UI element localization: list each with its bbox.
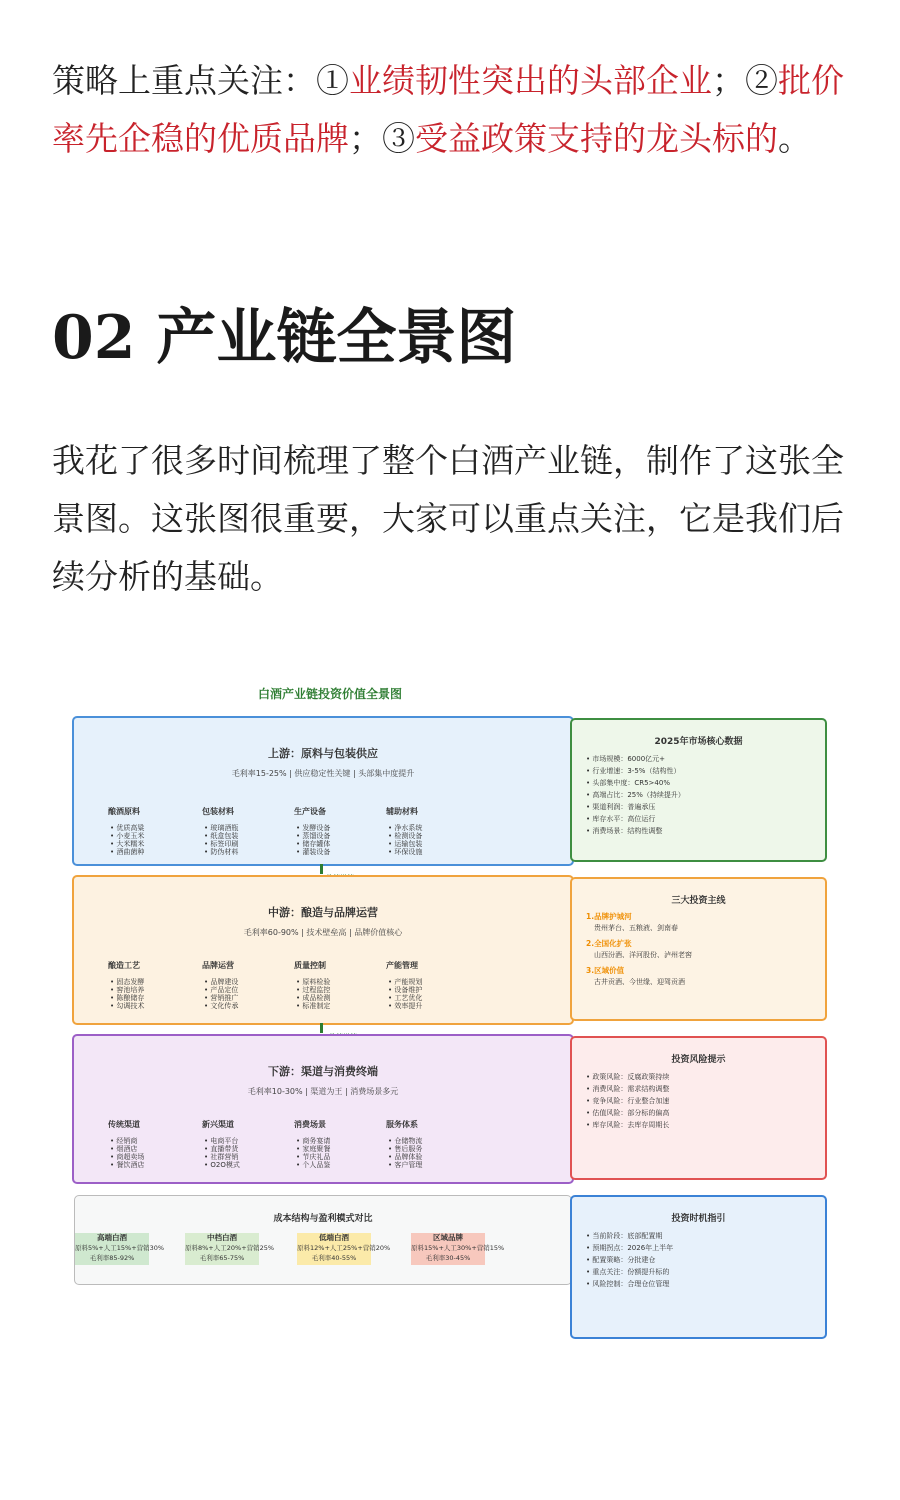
col-head: 酿造工艺: [108, 961, 140, 970]
col-item: • 餐饮酒店: [110, 1161, 145, 1169]
cost-structure-panel: [74, 1195, 572, 1285]
market-title: 2025年市场核心数据: [654, 737, 743, 747]
col-item: • 产品定位: [204, 986, 239, 994]
upstream-subtitle: 毛利率15-25% | 供应稳定性关键 | 头部集中度提升: [231, 769, 415, 778]
intro-sep-2: ；③: [349, 119, 415, 158]
cost-card-mid: [185, 1233, 275, 1265]
col-item: • 效率提升: [388, 1002, 423, 1010]
col-head: 质量控制: [294, 961, 326, 970]
col-item: • 优质高粱: [110, 824, 145, 832]
col-item: • 节庆礼品: [296, 1153, 331, 1161]
timing-item: • 配置策略：分批建仓: [586, 1256, 656, 1264]
risk-item: • 政策风险：反腐政策持续: [586, 1073, 670, 1081]
cost-title: 成本结构与盈利模式对比: [273, 1214, 373, 1224]
col-item: • 家庭聚餐: [296, 1145, 331, 1153]
col-item: • 电商平台: [204, 1137, 239, 1145]
col-head: 生产设备: [294, 807, 326, 816]
col-item: • 固态发酵: [110, 978, 145, 986]
investment-themes-panel: [570, 877, 827, 1021]
midstream-col: [386, 960, 496, 1010]
cost-card-name: 中档白酒: [207, 1233, 237, 1242]
timing-item: • 重点关注：份额提升标的: [586, 1268, 670, 1276]
risk-item: • 估值风险：部分标的偏高: [586, 1109, 670, 1117]
intro-end: 。: [778, 119, 811, 158]
cost-card-name: 高端白酒: [97, 1233, 127, 1242]
col-item: • 工艺优化: [388, 994, 423, 1002]
market-data-panel: [570, 718, 827, 862]
col-item: • 发酵设备: [296, 824, 331, 832]
col-head: 辅助材料: [386, 807, 418, 816]
timing-title: 投资时机指引: [671, 1214, 726, 1224]
col-item: • 售后服务: [388, 1145, 423, 1153]
col-head: 酿酒原料: [108, 807, 140, 816]
col-item: • 标准制定: [296, 1002, 331, 1010]
col-item: • 烟酒店: [110, 1145, 138, 1153]
midstream-subtitle: 毛利率60-90% | 技术壁垒高 | 品牌价值核心: [243, 928, 403, 937]
col-item: • 陈酿储存: [110, 994, 145, 1002]
col-item: • 文化传承: [204, 1002, 239, 1010]
risk-panel: [570, 1036, 827, 1180]
col-item: • 品牌建设: [204, 978, 239, 986]
col-item: • 勾调技术: [110, 1002, 145, 1010]
intro-prefix: 策略上重点关注：①: [52, 61, 349, 100]
col-item: • O2O模式: [204, 1161, 240, 1169]
themes-title: 三大投资主线: [671, 896, 726, 906]
cost-card-mix: 原料12%+人工25%+营销20%: [297, 1244, 391, 1252]
cost-card-name: 低端白酒: [319, 1233, 349, 1242]
col-item: • 直播带货: [204, 1145, 239, 1153]
cost-card-low-end: [297, 1233, 391, 1265]
col-head: 包装材料: [202, 807, 234, 816]
figure-title: 白酒产业链投资价值全景图: [257, 687, 402, 701]
col-head: 消费场景: [294, 1120, 326, 1129]
cost-card-name: 区域品牌: [433, 1233, 463, 1242]
col-item: • 运输包装: [388, 840, 423, 848]
body-paragraph: 我花了很多时间梳理了整个白酒产业链，制作了这张全景图。这张图很重要，大家可以重点关注，它是我们后续分析的基础。: [52, 441, 844, 596]
col-head: 新兴渠道: [202, 1120, 234, 1129]
col-item: • 环保设施: [388, 848, 423, 856]
col-item: • 经销商: [110, 1137, 138, 1145]
col-item: • 客户管理: [388, 1161, 423, 1169]
theme-item: [572, 966, 825, 988]
col-item: • 社群营销: [204, 1153, 239, 1161]
theme-desc: 贵州茅台、五粮液、剑南春: [594, 924, 678, 932]
risk-item: • 竞争风险：行业整合加速: [586, 1097, 670, 1105]
col-item: • 原料检验: [296, 978, 331, 986]
market-item: • 库存水平：高位运行: [586, 815, 656, 823]
timing-item: • 预期拐点：2026年上半年: [586, 1244, 674, 1252]
col-item: • 品牌体验: [388, 1153, 423, 1161]
col-item: • 酒曲菌种: [110, 848, 145, 856]
theme-desc: 古井贡酒、今世缘、迎驾贡酒: [594, 978, 685, 986]
cost-card-margin: 毛利率40-55%: [311, 1254, 357, 1262]
theme-item: [572, 912, 825, 934]
col-head: 品牌运营: [202, 961, 234, 970]
col-head: 产能管理: [386, 961, 418, 970]
cost-card-margin: 毛利率65-75%: [199, 1254, 245, 1262]
theme-head: 3.区域价值: [586, 966, 625, 975]
col-item: • 检测设备: [388, 832, 423, 840]
risk-item: • 消费风险：需求结构调整: [586, 1085, 670, 1093]
col-item: • 个人品鉴: [296, 1161, 331, 1169]
downstream-title: 下游：渠道与消费终端: [268, 1065, 378, 1078]
col-item: • 小麦玉米: [110, 832, 145, 840]
col-item: • 标签印刷: [204, 840, 239, 848]
col-item: • 设备维护: [388, 986, 423, 994]
downstream-col: [386, 1119, 496, 1169]
midstream-title: 中游：酿造与品牌运营: [268, 906, 378, 919]
focus-1: 业绩韧性突出的头部企业: [349, 61, 712, 100]
upstream-col: [386, 806, 496, 856]
theme-desc: 山西汾酒、洋河股份、泸州老窖: [594, 951, 692, 959]
col-head: 传统渠道: [108, 1120, 140, 1129]
col-item: • 过程监控: [296, 986, 331, 994]
theme-head: 1.品牌护城河: [586, 912, 632, 921]
market-item: • 高端占比：25%（持续提升）: [586, 791, 685, 799]
industry-chain-figure: [70, 685, 830, 1345]
col-item: • 营销推广: [204, 994, 239, 1002]
downstream-band: [72, 1034, 574, 1184]
cost-card-regional: [411, 1233, 505, 1265]
col-item: • 成品检测: [296, 994, 331, 1002]
theme-head: 2.全国化扩张: [586, 939, 632, 948]
upstream-title: 上游：原料与包装供应: [268, 747, 378, 760]
cost-card-high-end: [75, 1233, 165, 1265]
col-item: • 防伪材料: [204, 848, 239, 856]
cost-card-margin: 毛利率30-45%: [425, 1254, 471, 1262]
downstream-subtitle: 毛利率10-30% | 渠道为王 | 消费场景多元: [247, 1087, 399, 1096]
col-item: • 蒸馏设备: [296, 832, 331, 840]
market-item: • 渠道利润：普遍承压: [586, 803, 656, 811]
focus-3: 受益政策支持的龙头标的: [415, 119, 778, 158]
col-item: • 产能规划: [388, 978, 423, 986]
risk-title: 投资风险提示: [671, 1055, 726, 1065]
col-item: • 仓储物流: [388, 1137, 423, 1145]
market-item: • 市场规模：6000亿元+: [586, 755, 666, 763]
intro-sep-1: ；②: [712, 61, 778, 100]
midstream-band: [72, 875, 574, 1025]
col-item: • 商超卖场: [110, 1153, 145, 1161]
section-heading: 02 产业链全景图: [52, 303, 517, 373]
col-item: • 储存罐体: [296, 840, 331, 848]
col-item: • 商务宴请: [296, 1137, 331, 1145]
risk-item: • 库存风险：去库存周期长: [586, 1121, 670, 1129]
market-item: • 消费场景：结构性调整: [586, 827, 663, 835]
col-item: • 窖池培养: [110, 986, 145, 994]
timing-item: • 当前阶段：底部配置期: [586, 1232, 663, 1240]
strategy-paragraph: [52, 52, 852, 168]
market-item: • 头部集中度：CR5>40%: [586, 779, 670, 787]
col-item: • 玻璃酒瓶: [204, 824, 239, 832]
cost-card-mix: 原料5%+人工15%+营销30%: [75, 1244, 165, 1252]
cost-card-mix: 原料15%+人工30%+营销15%: [411, 1244, 505, 1252]
market-item: • 行业增速：3-5%（结构性）: [586, 767, 681, 775]
col-item: • 灌装设备: [296, 848, 331, 856]
col-item: • 大米糯米: [110, 840, 145, 848]
col-item: • 纸盒包装: [204, 832, 239, 840]
col-head: 服务体系: [386, 1120, 418, 1129]
col-item: • 净水系统: [388, 824, 423, 832]
cost-card-margin: 毛利率85-92%: [89, 1254, 135, 1262]
focus-2: 批价率先企稳的优质品牌: [52, 61, 844, 158]
theme-item: [572, 939, 825, 961]
cost-card-mix: 原料8%+人工20%+营销25%: [185, 1244, 275, 1252]
upstream-band: [72, 716, 574, 866]
timing-item: • 风险控制：合理仓位管理: [586, 1280, 670, 1288]
timing-panel: [570, 1195, 827, 1339]
